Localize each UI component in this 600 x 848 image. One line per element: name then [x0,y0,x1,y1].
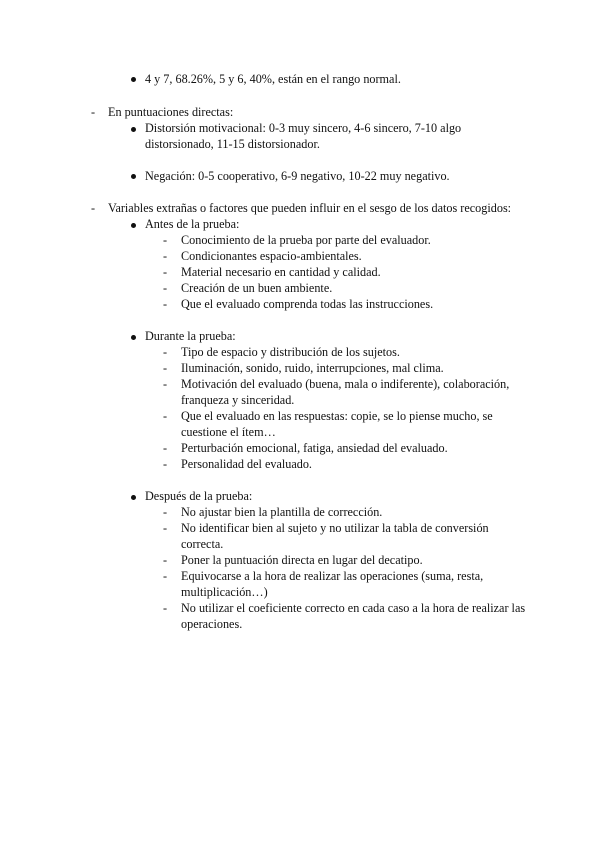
list-item: Condicionantes espacio-ambientales. [181,249,362,263]
bullet-dot-icon [131,174,136,179]
dash-icon: - [163,457,168,471]
list-item-cont: franqueza y sinceridad. [181,393,295,407]
bullet-dot-icon [131,77,136,82]
list-item: No ajustar bien la plantilla de corrección. [181,505,383,519]
dash-icon: - [163,377,168,391]
list-item: Que el evaluado comprenda todas las instrucciones. [181,297,434,311]
bullet-dot-icon [131,127,136,132]
group-label-despues: Después de la prueba: [145,489,253,503]
list-item: Poner la puntuación directa en lugar del decatipo. [181,553,423,567]
dash-icon: - [163,409,168,423]
dash-icon: - [163,297,168,311]
dash-icon: - [163,601,168,615]
section2-dash: - [91,201,96,215]
dash-icon: - [163,521,168,535]
section2-title: Variables extrañas o factores que pueden influir en el sesgo de los datos recogidos: [108,201,512,215]
list-item: Iluminación, sonido, ruido, interrupciones, mal clima. [181,361,444,375]
list-item: Creación de un buen ambiente. [181,281,333,295]
list-item: Equivocarse a la hora de realizar las operaciones (suma, resta, [181,569,484,583]
dash-icon: - [163,233,168,247]
section1-dash: - [91,105,96,119]
group-label-durante: Durante la prueba: [145,329,236,343]
list-item: Que el evaluado en las respuestas: copie, se lo piense mucho, se [181,409,493,423]
list-item-cont: operaciones. [181,617,243,631]
bullet-dot-icon [131,495,136,500]
list-item-cont: correcta. [181,537,224,551]
bullet-dot-icon [131,223,136,228]
dash-icon: - [163,569,168,583]
list-item: Conocimiento de la prueba por parte del evaluador. [181,233,431,247]
list-item: Distorsión motivacional: 0-3 muy sincero, 4-6 sincero, 7-10 algo [145,121,462,135]
list-item: Personalidad del evaluado. [181,457,312,471]
section1-title: En puntuaciones directas: [108,105,234,119]
list-item: Negación: 0-5 cooperativo, 6-9 negativo, 10-22 muy negativo. [145,169,450,183]
list-item-cont: multiplicación…) [181,585,268,599]
dash-icon: - [163,265,168,279]
dash-icon: - [163,249,168,263]
list-item: Tipo de espacio y distribución de los sujetos. [181,345,400,359]
group-label-antes: Antes de la prueba: [145,217,240,231]
dash-icon: - [163,553,168,567]
dash-icon: - [163,361,168,375]
list-item: No utilizar el coeficiente correcto en cada caso a la hora de realizar las [181,601,526,615]
dash-icon: - [163,441,168,455]
dash-icon: - [163,281,168,295]
dash-icon: - [163,345,168,359]
list-item-cont: cuestione el ítem… [181,425,276,439]
dash-icon: - [163,505,168,519]
list-item-cont: distorsionado, 11-15 distorsionador. [145,137,320,151]
intro-bullet-text: 4 y 7, 68.26%, 5 y 6, 40%, están en el rango normal. [145,72,401,86]
list-item: Material necesario en cantidad y calidad. [181,265,381,279]
list-item: Perturbación emocional, fatiga, ansiedad del evaluado. [181,441,448,455]
bullet-dot-icon [131,335,136,340]
list-item: Motivación del evaluado (buena, mala o indiferente), colaboración, [181,377,510,391]
list-item: No identificar bien al sujeto y no utilizar la tabla de conversión [181,521,489,535]
